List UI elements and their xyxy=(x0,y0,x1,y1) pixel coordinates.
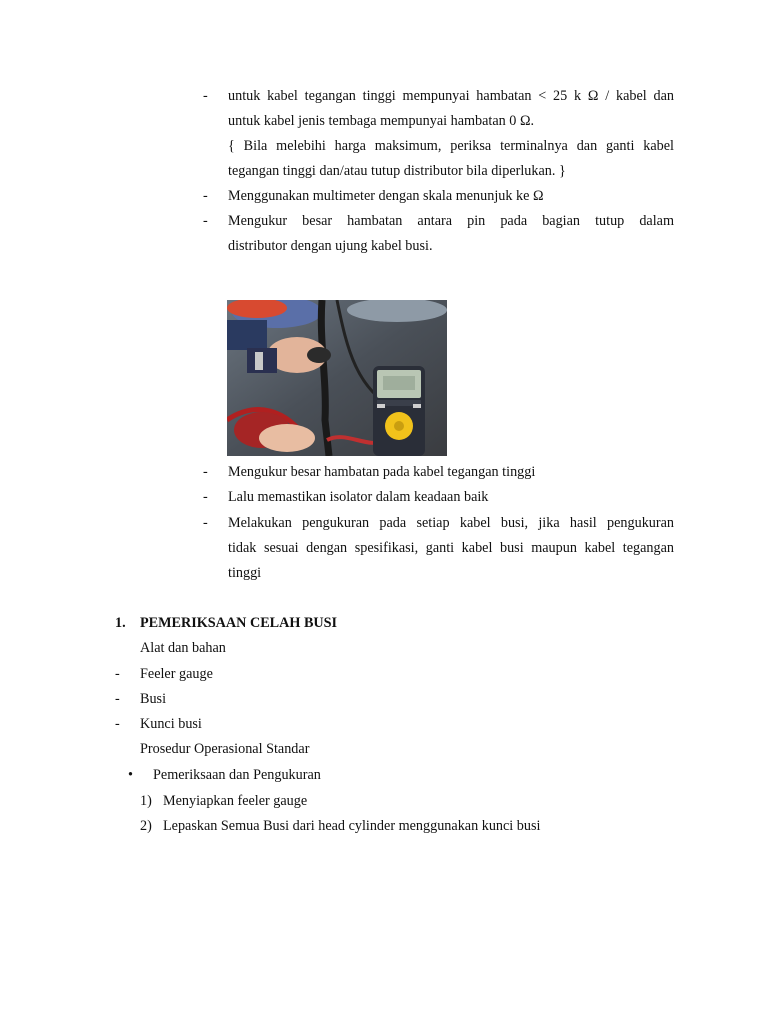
paragraph-line: { Bila melebihi harga maksimum, periksa terminalnya dan ganti kabel xyxy=(228,138,674,154)
tool-item: Busi xyxy=(140,691,167,707)
dash-marker: - xyxy=(203,88,208,104)
dash-marker: - xyxy=(203,515,208,531)
bullet-marker: • xyxy=(128,767,133,783)
multimeter-photo xyxy=(227,300,447,456)
sop-bullet-text: Pemeriksaan dan Pengukuran xyxy=(153,767,321,783)
paragraph-line: Mengukur besar hambatan antara pin pada bagian tutup dalam xyxy=(228,213,674,229)
paragraph-line: tegangan tinggi dan/atau tutup distributor bila diperlukan. } xyxy=(228,163,566,179)
paragraph-line: untuk kabel jenis tembaga mempunyai hambatan 0 Ω. xyxy=(228,113,535,129)
sop-heading: Prosedur Operasional Standar xyxy=(140,741,310,757)
tools-heading: Alat dan bahan xyxy=(140,640,226,656)
dash-marker: - xyxy=(115,716,120,732)
paragraph-line: distributor dengan ujung kabel busi. xyxy=(228,238,433,254)
multimeter-photo-image xyxy=(227,300,447,456)
paragraph-line: Lalu memastikan isolator dalam keadaan baik xyxy=(228,489,489,505)
dash-marker: - xyxy=(203,464,208,480)
tool-item: Feeler gauge xyxy=(140,666,213,682)
paragraph-line: untuk kabel tegangan tinggi mempunyai hambatan < 25 k Ω / kabel dan xyxy=(228,88,674,104)
step-number: 1) xyxy=(140,793,152,809)
dash-marker: - xyxy=(203,489,208,505)
step-text: Lepaskan Semua Busi dari head cylinder menggunakan kunci busi xyxy=(163,818,541,834)
paragraph-line: Menggunakan multimeter dengan skala menunjuk ke Ω xyxy=(228,188,544,204)
paragraph-line: Melakukan pengukuran pada setiap kabel busi, jika hasil pengukuran xyxy=(228,515,674,531)
dash-marker: - xyxy=(115,666,120,682)
paragraph-line: tidak sesuai dengan spesifikasi, ganti kabel busi maupun kabel tegangan xyxy=(228,540,674,556)
dash-marker: - xyxy=(115,691,120,707)
paragraph-line: tinggi xyxy=(228,565,262,581)
section-number: 1. xyxy=(115,615,126,631)
step-text: Menyiapkan feeler gauge xyxy=(163,793,308,809)
dash-marker: - xyxy=(203,213,208,229)
section-title: PEMERIKSAAN CELAH BUSI xyxy=(140,615,338,631)
step-number: 2) xyxy=(140,818,152,834)
dash-marker: - xyxy=(203,188,208,204)
paragraph-line: Mengukur besar hambatan pada kabel tegangan tinggi xyxy=(228,464,536,480)
tool-item: Kunci busi xyxy=(140,716,202,732)
